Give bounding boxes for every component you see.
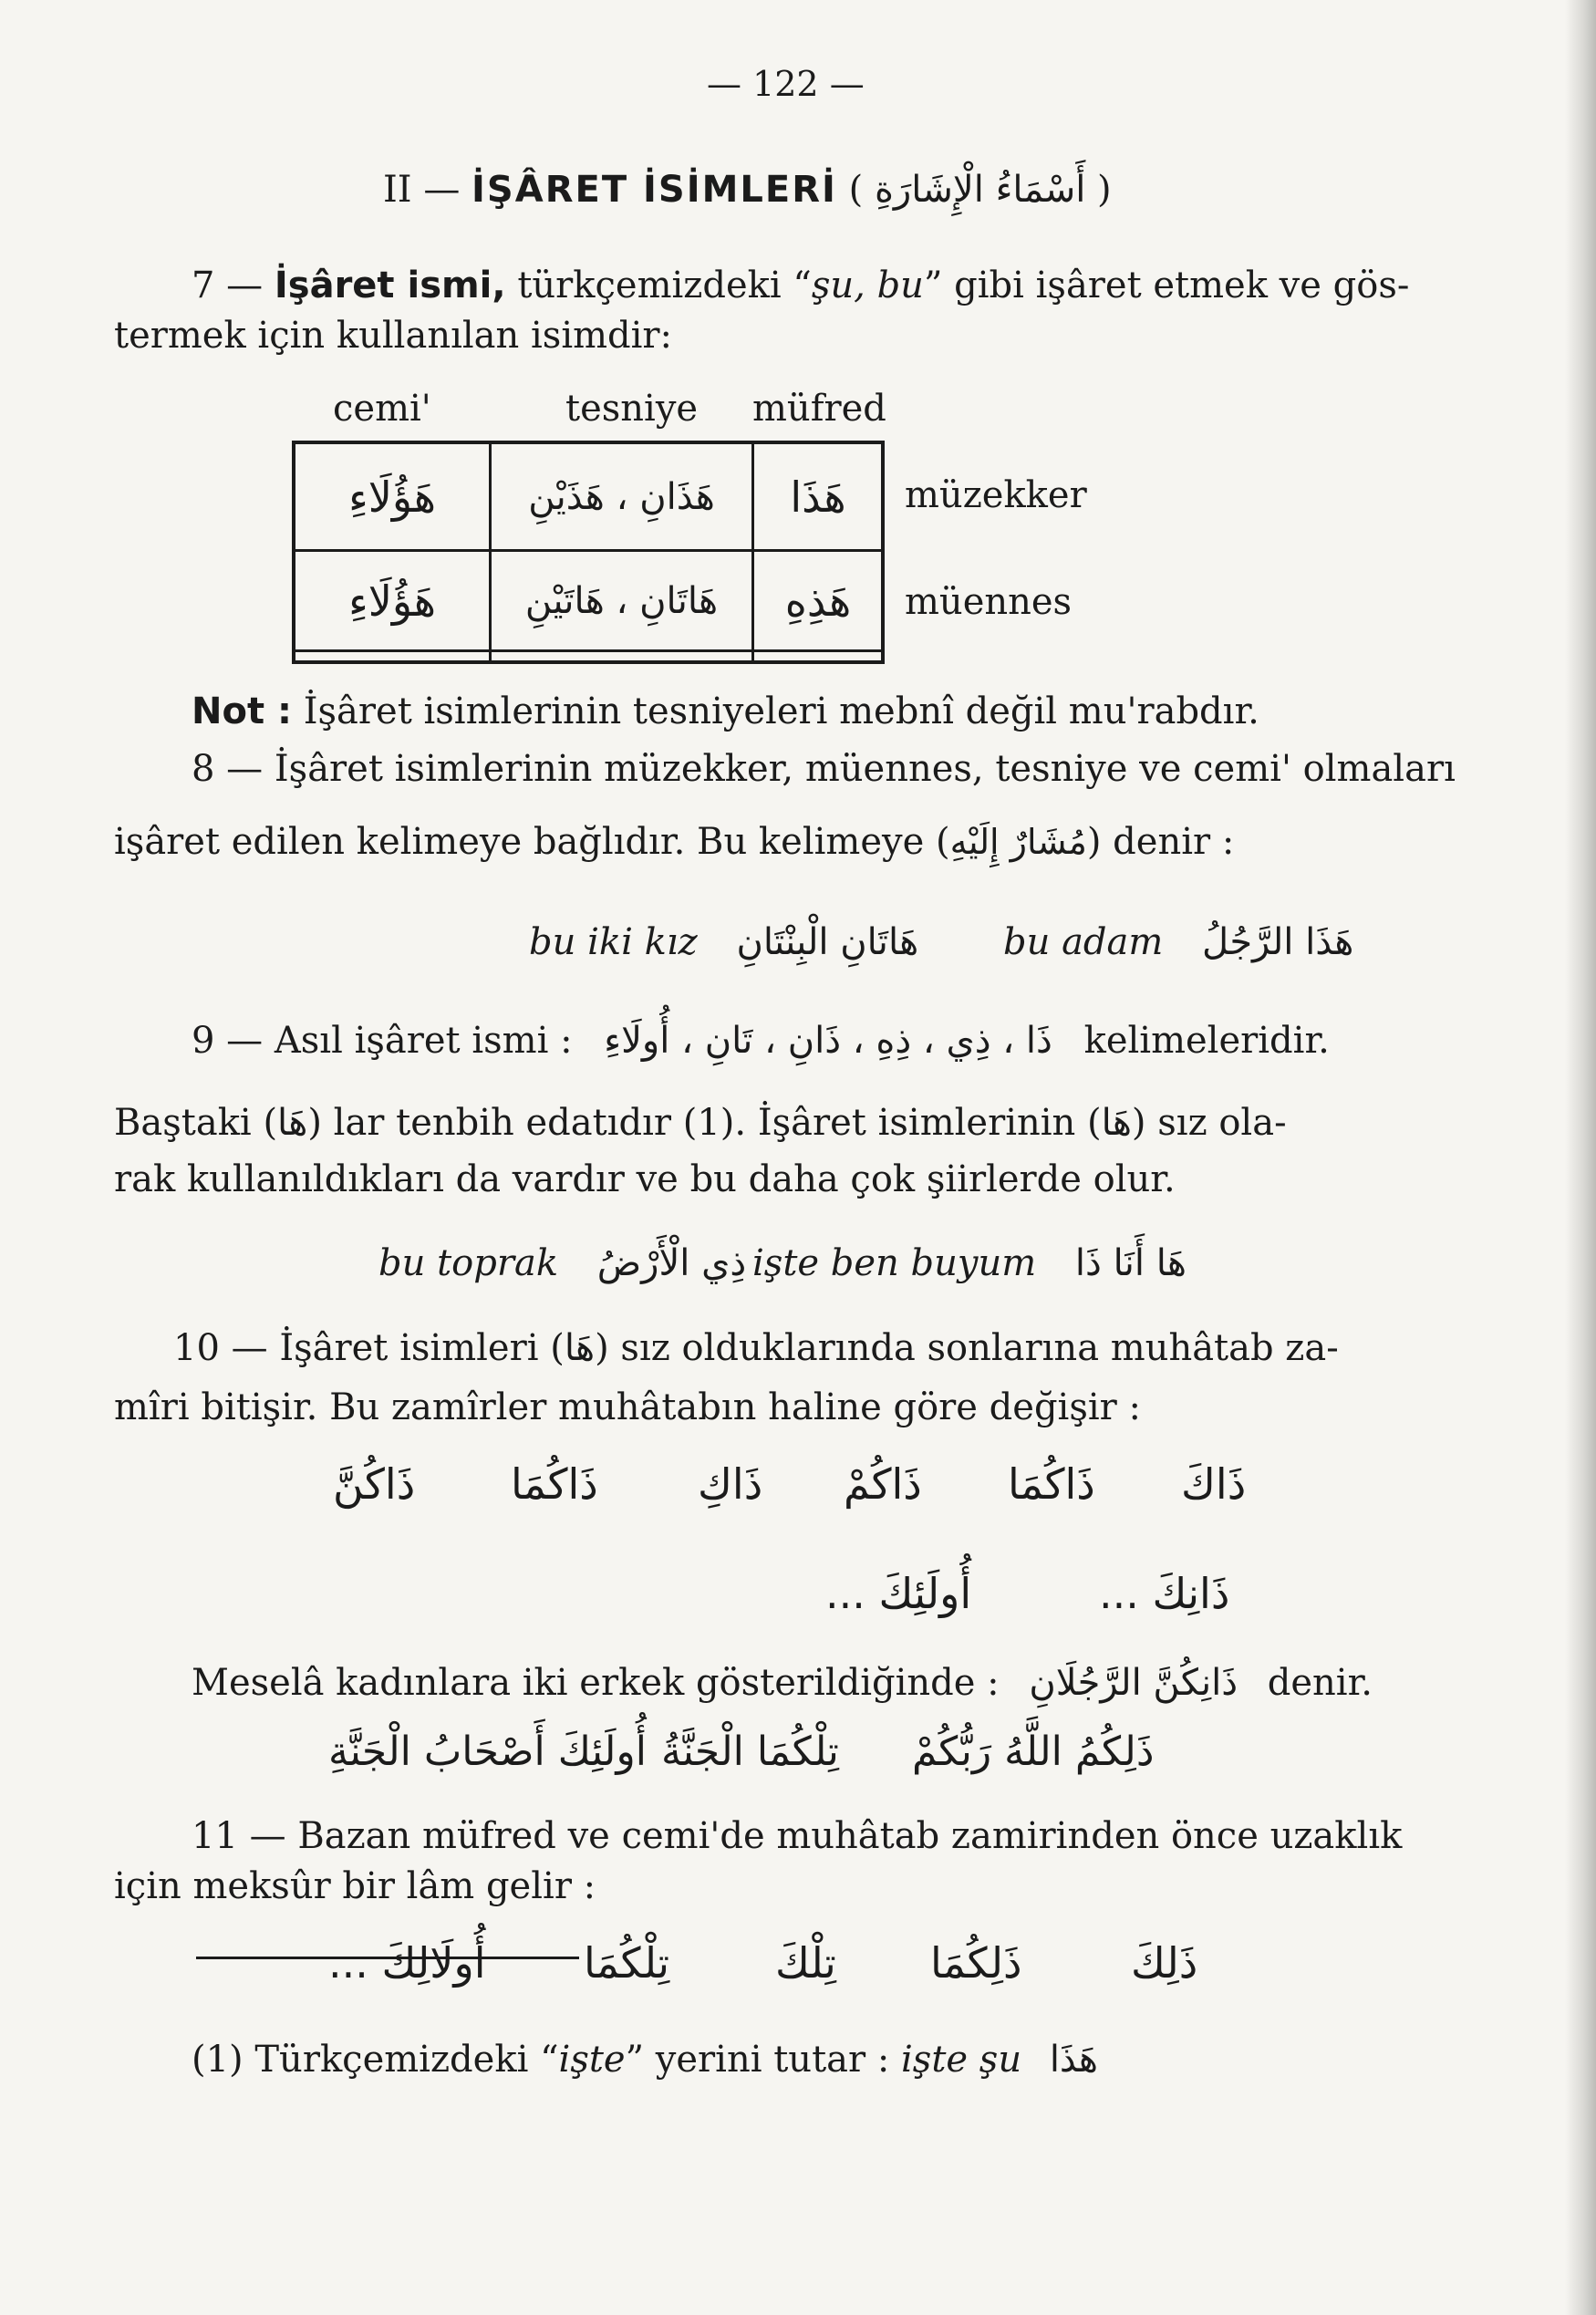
section-title <box>383 169 1112 211</box>
sec10-form: أُولَئِكَ ... <box>825 1569 972 1618</box>
row-label-muennes: müennes <box>905 581 1073 623</box>
sec10-quote: تِلْكُمَا الْجَنَّةُ <box>661 1728 839 1775</box>
page-number: — 122 — <box>707 64 865 104</box>
cell-muennes-cemi: هَؤُلَاءِ <box>348 576 436 626</box>
sec9-example2 <box>752 1242 1187 1284</box>
cell-muzekker-mufred: هَذَا <box>790 472 846 522</box>
sec7-text-a: türkçemizdeki “ <box>517 265 812 306</box>
row-label-muzekker: müzekker <box>905 474 1087 516</box>
sec10-form: ذَانِكَ ... <box>1099 1569 1230 1618</box>
sec9-line2-c: ) sız ola- <box>1131 1102 1287 1144</box>
sec10-line1-ha: هَا <box>564 1327 596 1369</box>
sec7-line2: termek için kullanılan isimdir: <box>114 315 673 357</box>
sec8-line1: 8 — İşâret isimlerinin müzekker, müennes, tesniye ve cemi' olmaları <box>192 748 1456 790</box>
footnote-text-b: ” yerini tutar : <box>625 2039 890 2081</box>
title-dash: — <box>423 169 461 211</box>
sec7-examples: şu, bu <box>811 265 924 306</box>
sec7-number: 7 — <box>192 265 264 306</box>
cell-muzekker-cemi: هَؤُلَاءِ <box>348 472 436 522</box>
title-arabic: أَسْمَاءُ الْإِشَارَةِ <box>874 169 1086 211</box>
table-header-tesniye: tesniye <box>565 388 699 430</box>
sec9-ex1-tr: bu toprak <box>378 1242 559 1284</box>
footnote-example-ar: هَذَا <box>1049 2039 1099 2081</box>
sec11-form: ذَلِكُمَا <box>930 1938 1022 1988</box>
sec10-line1-b: ) sız olduklarında sonlarına muhâtab za- <box>595 1327 1339 1369</box>
sec10-quote: ذَلِكُمُ اللَّهُ رَبُّكُمْ <box>912 1728 1155 1775</box>
note-text: İşâret isimlerinin tesniyeleri mebnî değil mu'rabdır. <box>303 690 1259 732</box>
title-roman: II <box>383 169 412 211</box>
sec8-ex2-ar: هَذَا الرَّجُلُ <box>1202 921 1354 963</box>
table-header-cemi: cemi' <box>333 388 431 430</box>
sec8-example1 <box>529 921 918 963</box>
sec8-example2 <box>1003 921 1353 963</box>
sec8-line2-arabic: مُشَارٌ إِلَيْهِ <box>949 822 1087 862</box>
sec8-line2 <box>114 821 1234 863</box>
sec9-line1-b: kelimeleridir. <box>1083 1020 1330 1062</box>
sec7-line1 <box>192 265 1409 306</box>
sec9-ex2-tr: işte ben buyum <box>752 1242 1037 1284</box>
cell-muennes-mufred: هَذِهِ <box>784 576 852 626</box>
sec11-line2: için meksûr bir lâm gelir : <box>114 1865 596 1907</box>
title-paren-close: ) <box>1097 169 1112 211</box>
footnote-iste: işte <box>558 2039 626 2081</box>
demonstrative-table <box>292 441 885 664</box>
sec10-form: ذَاكُمَا <box>511 1459 598 1509</box>
sec9-line1-a: 9 — Asıl işâret ismi : <box>192 1020 573 1062</box>
sec11-line1: 11 — Bazan müfred ve cemi'de muhâtab zamirinden önce uzaklık <box>192 1815 1403 1857</box>
title-paren-open: ( <box>848 169 864 211</box>
sec9-line1-arabic: ذَا ، ذِي ، ذِهِ ، ذَانِ ، تَانِ ، أُولَاءِ <box>604 1020 1052 1062</box>
table-header-mufred: müfred <box>752 388 886 430</box>
table-divider <box>295 649 881 652</box>
cell-muzekker-tesniye: هَذَانِ ، هَذَيْنِ <box>528 475 715 518</box>
sec9-ex2-ar: هَا أَنَا ذَا <box>1074 1242 1187 1284</box>
sec11-form: تِلْكُمَا <box>584 1938 670 1988</box>
sec9-line2-b: ) lar tenbih edatıdır (1). İşâret isimlerinin ( <box>307 1102 1102 1144</box>
sec10-mesela-ar: ذَانِكُنَّ الرَّجُلَانِ <box>1029 1662 1238 1704</box>
sec10-form: ذَاكُنَّ <box>333 1459 416 1509</box>
sec9-line2-a: Baştaki ( <box>114 1102 278 1144</box>
sec9-line2 <box>114 1102 1287 1144</box>
sec8-ex1-tr: bu iki kız <box>529 921 698 963</box>
sec10-mesela-b: denir. <box>1267 1662 1373 1704</box>
sec11-form: تِلْكَ <box>775 1938 836 1988</box>
footnote-rule <box>196 1957 579 1959</box>
sec7-text-b: ” gibi işâret etmek ve gös- <box>923 265 1410 306</box>
page-edge-shadow <box>1565 0 1596 2315</box>
sec10-line2: mîri bitişir. Bu zamîrler muhâtabın haline göre değişir : <box>114 1386 1141 1428</box>
sec10-line1 <box>173 1327 1339 1369</box>
footnote <box>192 2039 1098 2081</box>
note-line <box>192 690 1259 732</box>
note-label: Not : <box>192 690 292 732</box>
sec10-line1-a: 10 — İşâret isimleri ( <box>173 1327 565 1369</box>
sec9-line1 <box>192 1020 1330 1062</box>
sec8-ex2-tr: bu adam <box>1003 921 1164 963</box>
sec10-quote: أُولَئِكَ أَصْحَابُ الْجَنَّةِ <box>328 1728 647 1775</box>
sec10-mesela-a: Meselâ kadınlara iki erkek gösterildiğinde : <box>192 1662 1000 1704</box>
sec8-line2-a: işâret edilen kelimeye bağlıdır. Bu kelimeye ( <box>114 821 950 863</box>
sec10-form: ذَاكِ <box>698 1459 763 1509</box>
footnote-example-tr: işte şu <box>901 2039 1022 2081</box>
sec9-ex1-ar: ذِي الْأَرْضُ <box>596 1242 747 1284</box>
sec9-line3: rak kullanıldıkları da vardır ve bu daha çok şiirlerde olur. <box>114 1158 1176 1200</box>
sec11-form: ذَلِكَ <box>1131 1938 1198 1988</box>
cell-muennes-tesniye: هَاتَانِ ، هَاتَيْنِ <box>524 579 719 622</box>
sec10-form: ذَاكَ <box>1181 1459 1247 1509</box>
footnote-text-a: (1) Türkçemizdeki “ <box>192 2039 559 2081</box>
sec9-line2-ha1: هَا <box>277 1102 308 1144</box>
sec9-line2-ha2: هَا <box>1101 1102 1132 1144</box>
sec10-form: ذَاكُمْ <box>844 1459 922 1509</box>
sec7-term: İşâret ismi, <box>274 265 506 306</box>
sec11-form: أُولَالِكَ ... <box>328 1938 486 1988</box>
title-text: İŞÂRET İSİMLERİ <box>472 169 837 211</box>
sec10-form: ذَاكُمَا <box>1008 1459 1095 1509</box>
sec8-ex1-ar: هَاتَانِ الْبِنْتَانِ <box>736 921 919 963</box>
sec8-line2-b: ) denir : <box>1086 821 1235 863</box>
sec9-example1 <box>378 1242 746 1284</box>
sec10-mesela-line <box>192 1662 1373 1704</box>
